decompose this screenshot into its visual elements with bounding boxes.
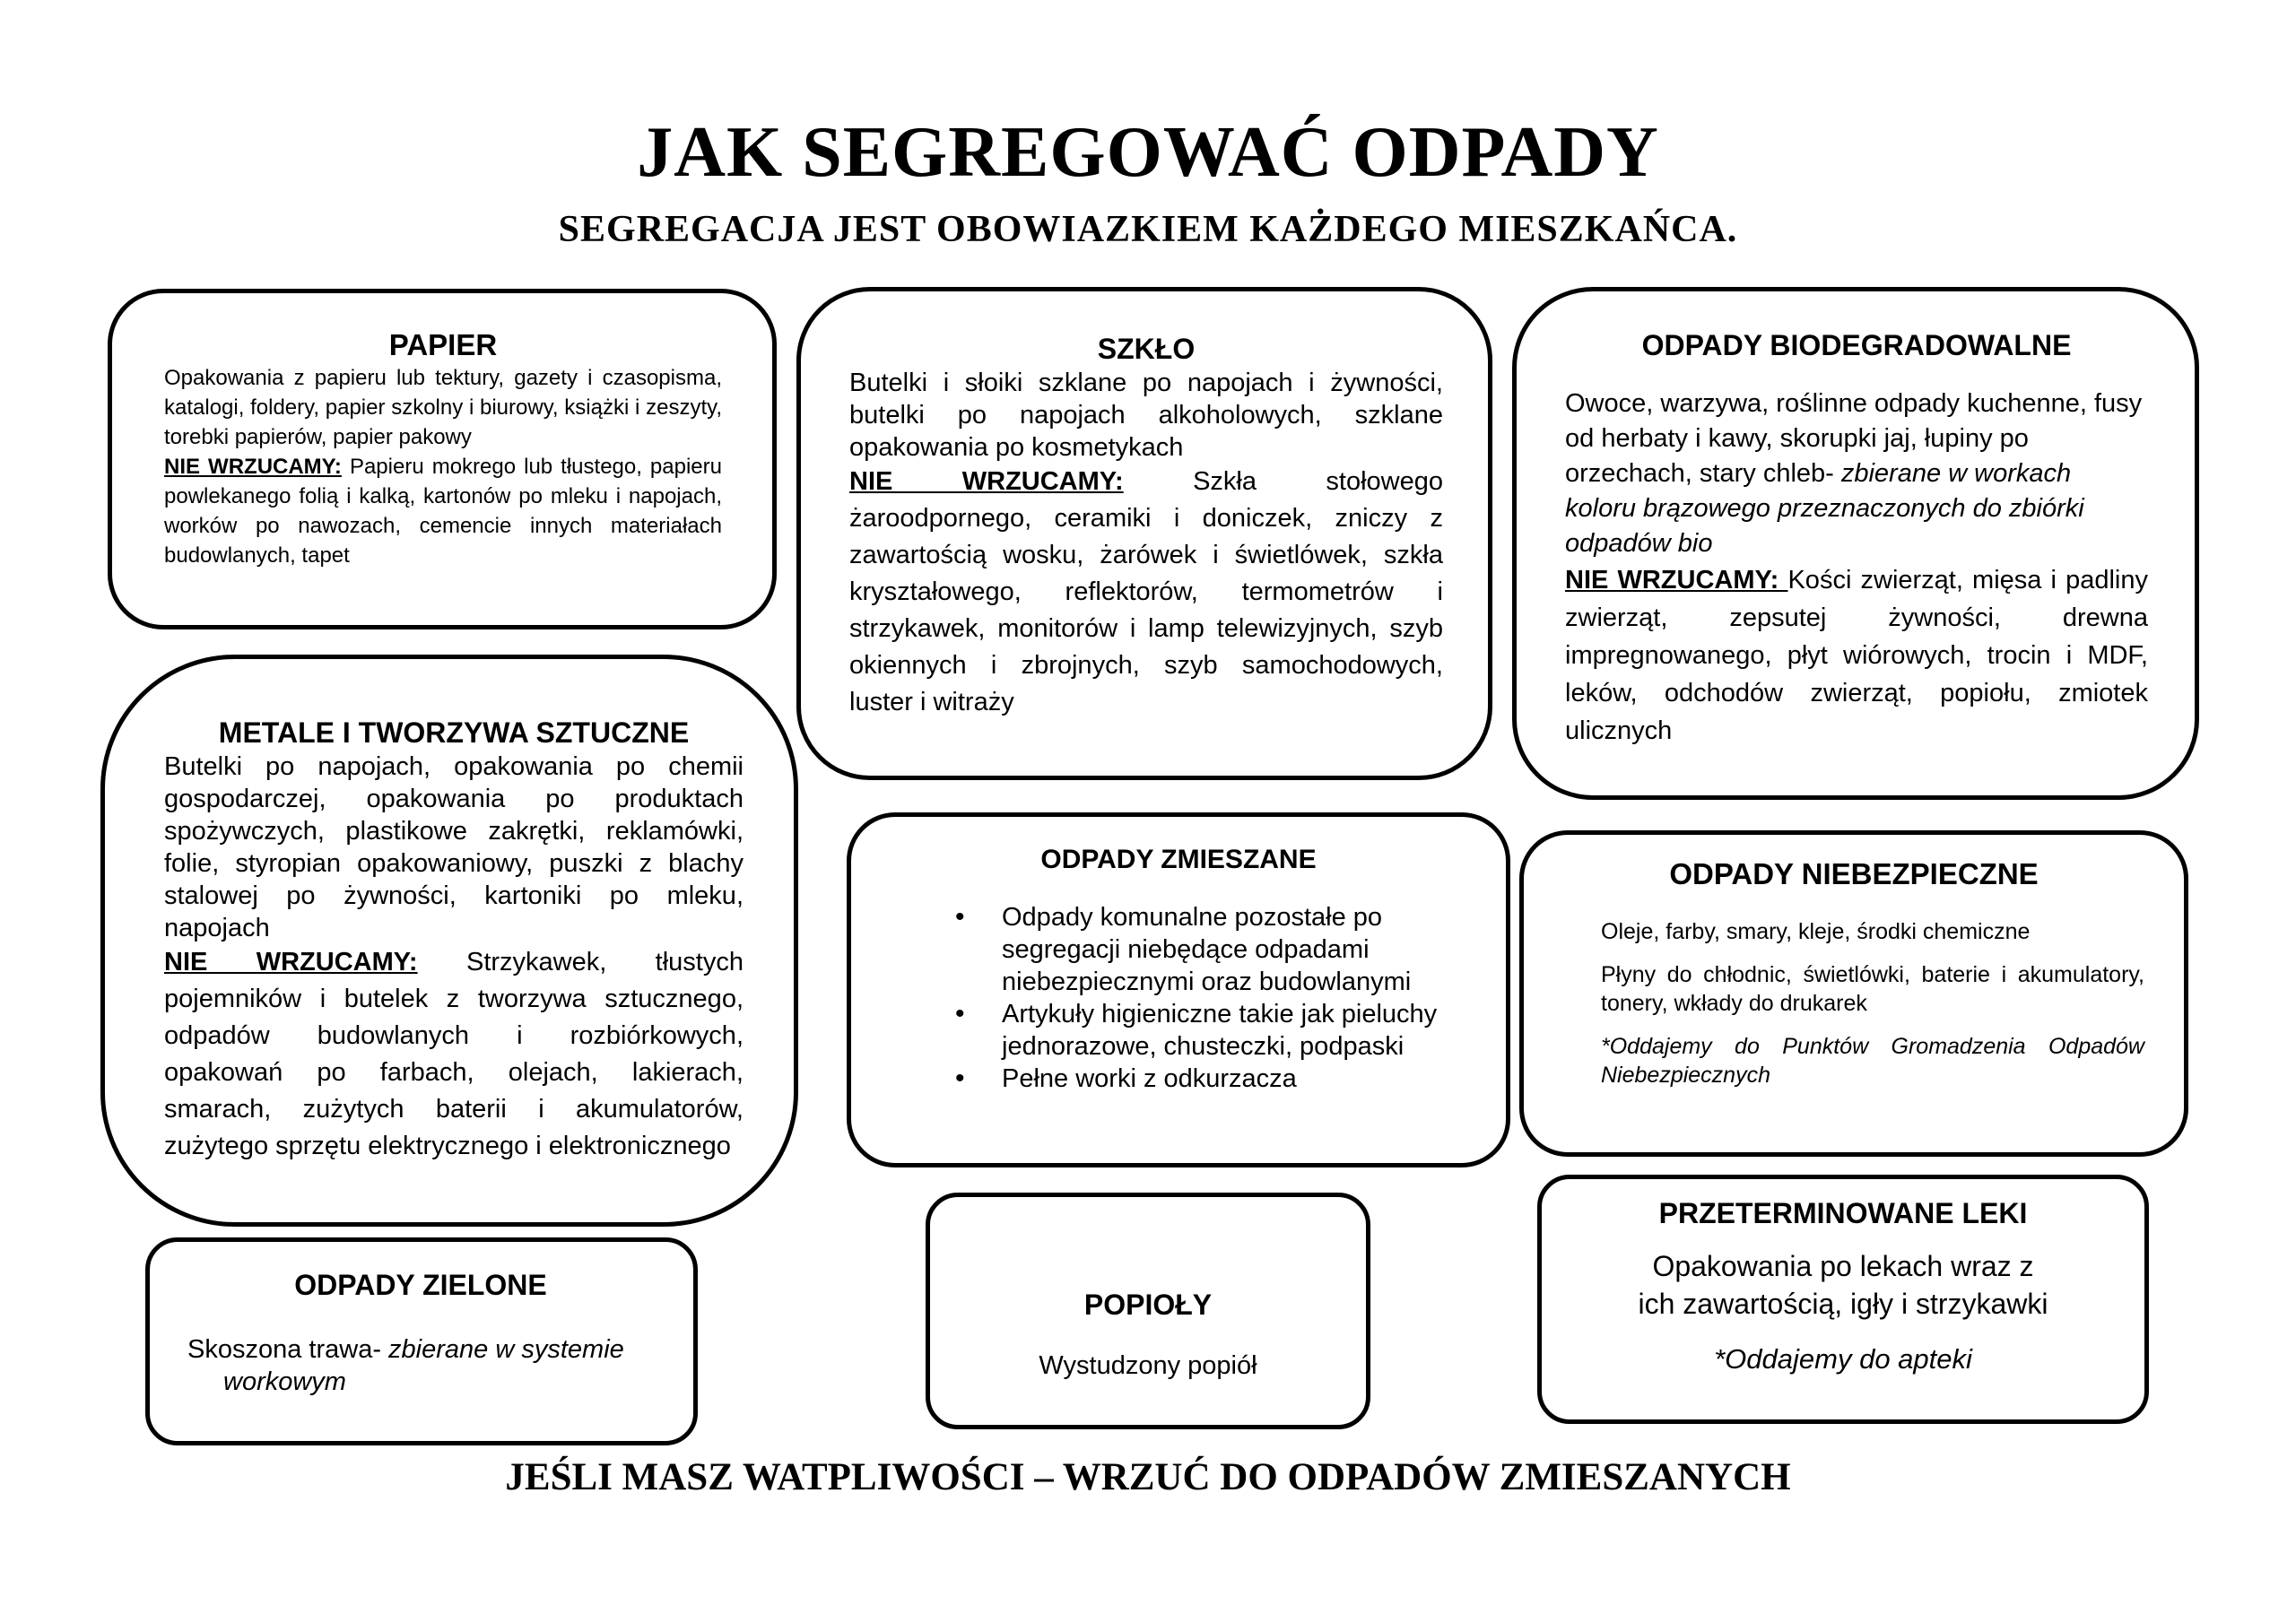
bio-box xyxy=(1512,287,2199,800)
bio-not-allowed-label: NIE WRZUCAMY: xyxy=(1565,566,1788,595)
metal-plastic-box xyxy=(100,655,798,1227)
glass-not-allowed-text: Szkła stołowego żaroodpornego, ceramiki i doniczek, zniczy z zawartością wosku, żarówek i świetlówek, szkła kryształowego, reflektorów, termometrów i strzykawek, monitorów i lamp telewizyjnych, szyb okiennych i zbrojnych, szyb samochodowych, luster i witraży xyxy=(849,467,1443,716)
bio-allowed xyxy=(1565,386,2148,561)
bio-heading: ODPADY BIODEGRADOWALNE xyxy=(1641,329,2072,361)
bio-not-allowed-text: Kości zwierząt, mięsa i padliny zwierząt, zepsutej żywności, drewna impregnowanego, płyt wiórowych, trocin i MDF, leków, odchodów zwierząt, popiołu, zmiotek ulicznych xyxy=(1565,566,2148,745)
paper-allowed-text: Opakowania z papieru lub tektury, gazety i czasopisma, katalogi, foldery, papier szkolny i biurowy, książki i zeszyty, torebki papierów, papier pakowy xyxy=(164,366,722,449)
hazardous-box xyxy=(1519,830,2188,1157)
green-waste-box xyxy=(145,1237,698,1445)
hazardous-line-2: Płyny do chłodnic, świetlówki, baterie i akumulatory, tonery, wkłady do drukarek xyxy=(1601,962,2144,1016)
hazardous-heading: ODPADY NIEBEZPIECZNE xyxy=(1669,857,2039,890)
list-item: • Pełne worki z odkurzacza xyxy=(948,1063,1456,1095)
green-waste-heading: ODPADY ZIELONE xyxy=(294,1269,547,1301)
list-item: • Artykuły higieniczne takie jak pieluchy jednorazowe, chusteczki, podpaski xyxy=(948,998,1456,1063)
ash-box xyxy=(926,1193,1370,1429)
expired-medicine-heading: PRZETERMINOWANE LEKI xyxy=(1658,1197,2028,1229)
mixed-waste-list xyxy=(948,901,1456,1095)
metal-plastic-not-allowed xyxy=(164,944,744,1165)
expired-medicine-note: *Oddajemy do apteki xyxy=(1714,1343,1972,1375)
bio-allowed-text: Owoce, warzywa, roślinne odpady kuchenne, fusy od herbaty i kawy, skorupki jaj, łupiny po orzechach, stary chleb- xyxy=(1565,389,2143,488)
expired-medicine-line-1: Opakowania po lekach wraz z xyxy=(1652,1250,2034,1282)
glass-allowed-text: Butelki i słoiki szklane po napojach i żywności, butelki po napojach alkoholowych, szklane opakowania po kosmetykach xyxy=(849,369,1443,462)
green-waste-item: Skoszona trawa- xyxy=(187,1335,389,1364)
green-waste-note-1: zbierane w systemie xyxy=(388,1335,624,1364)
page-title: JAK SEGREGOWAĆ ODPADY xyxy=(637,113,1659,192)
paper-heading: PAPIER xyxy=(388,328,498,361)
mixed-waste-box xyxy=(847,812,1510,1167)
glass-not-allowed xyxy=(849,464,1443,721)
expired-medicine-line-2: ich zawartością, igły i strzykawki xyxy=(1638,1288,2048,1320)
expired-medicine-box xyxy=(1537,1175,2149,1424)
metal-plastic-heading: METALE I TWORZYWA SZTUCZNE xyxy=(218,716,690,749)
glass-box xyxy=(796,287,1492,780)
hazardous-line-1: Oleje, farby, smary, kleje, środki chemiczne xyxy=(1601,919,2031,944)
glass-not-allowed-label: NIE WRZUCAMY: xyxy=(849,467,1124,496)
hazardous-note: *Oddajemy do Punktów Gromadzenia Odpadów Niebezpiecznych xyxy=(1601,1034,2144,1088)
paper-not-allowed-label: NIE WRZUCAMY: xyxy=(164,455,342,479)
ash-text: Wystudzony popiół xyxy=(1039,1351,1257,1380)
green-waste-note-2: workowym xyxy=(223,1367,346,1396)
bio-not-allowed xyxy=(1565,561,2148,750)
mixed-waste-heading: ODPADY ZMIESZANE xyxy=(1040,845,1317,874)
metal-plastic-allowed-text: Butelki po napojach, opakowania po chemii gospodarczej, opakowania po produktach spożywczych, plastikowe zakrętki, reklamówki, folie, styropian opakowaniowy, puszki z blachy stalowej po żywności, kartoniki po mleku, napojach xyxy=(164,752,744,942)
bio-collection-note: zbierane w workach koloru brązowego przeznaczonych do zbiórki odpadów bio xyxy=(1565,459,2084,558)
paper-box xyxy=(108,289,777,629)
green-waste-text xyxy=(187,1333,654,1366)
paper-not-allowed xyxy=(164,452,722,570)
paper-not-allowed-text: Papieru mokrego lub tłustego, papieru powlekanego folią i kalką, kartonów po mleku i napojach, worków po nawozach, cemencie innych materiałach budowlanych, tapet xyxy=(164,455,722,568)
metal-plastic-not-allowed-label: NIE WRZUCAMY: xyxy=(164,948,418,976)
glass-heading: SZKŁO xyxy=(1097,333,1196,365)
list-item: • Odpady komunalne pozostałe po segregacji niebędące odpadami niebezpiecznymi oraz budowlanymi xyxy=(948,901,1456,998)
page-subtitle: SEGREGACJA JEST OBOWIAZKIEM KAŻDEGO MIESZKAŃCA. xyxy=(558,209,1738,244)
footer-advice: JEŚLI MASZ WATPLIWOŚCI – WRZUĆ DO ODPADÓW ZMIESZANYCH xyxy=(505,1456,1791,1498)
metal-plastic-not-allowed-text: Strzykawek, tłustych pojemników i butelek z tworzywa sztucznego, odpadów budowlanych i rozbiórkowych, opakowań po farbach, olejach, lakierach, smarach, zużytych baterii i akumulatorów, zużytego sprzętu elektrycznego i elektronicznego xyxy=(164,948,744,1160)
ash-heading: POPIOŁY xyxy=(1083,1289,1213,1321)
